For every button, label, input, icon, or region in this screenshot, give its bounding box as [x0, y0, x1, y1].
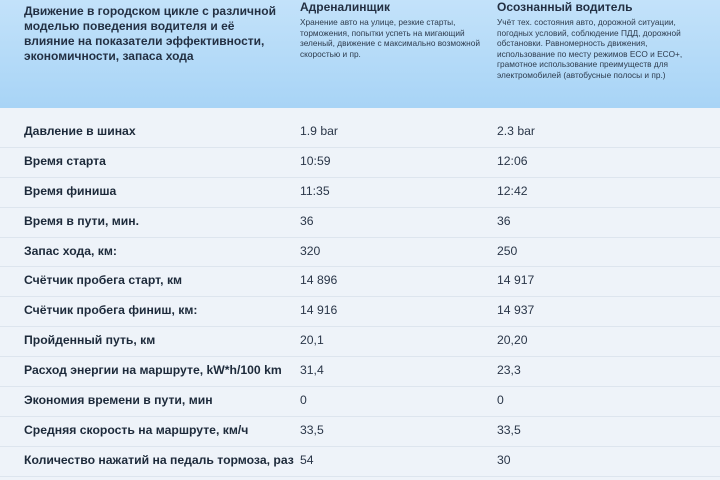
value-conscious: 23,3	[497, 363, 521, 378]
table-row	[0, 208, 720, 238]
row-label: Счётчик пробега старт, км	[24, 273, 183, 288]
value-conscious: 250	[497, 243, 518, 258]
column-description: Хранение авто на улице, резкие старты, торможения, попытки успеть на мигающий зеленый, движение с максимально возможной скоростью и пр.	[300, 17, 480, 59]
table-header	[0, 0, 720, 108]
row-label: Пройденный путь, км	[24, 333, 156, 348]
table-row	[0, 297, 720, 327]
value-conscious: 33,5	[497, 422, 521, 437]
row-label: Время старта	[24, 153, 106, 168]
value-adrenaline: 11:35	[300, 183, 330, 198]
column-name: Осознанный водитель	[497, 0, 633, 14]
value-adrenaline: 10:59	[300, 153, 331, 168]
value-adrenaline: 33,5	[300, 422, 324, 437]
value-conscious: 14 937	[497, 303, 535, 318]
value-conscious: 14 917	[497, 273, 535, 288]
value-adrenaline: 54	[300, 452, 314, 467]
table-row	[0, 267, 720, 297]
value-adrenaline: 14 896	[300, 273, 338, 288]
row-label: Средняя скорость на маршруте, км/ч	[24, 422, 249, 437]
table-row	[0, 447, 720, 477]
value-adrenaline: 0	[300, 393, 307, 408]
value-adrenaline: 31,4	[300, 363, 324, 378]
table-row	[0, 387, 720, 417]
table-row	[0, 148, 720, 178]
value-conscious: 20,20	[497, 333, 528, 348]
row-label: Счётчик пробега финиш, км:	[24, 303, 198, 318]
value-adrenaline: 20,1	[300, 333, 324, 348]
row-label: Время финиша	[24, 183, 117, 198]
value-adrenaline: 36	[300, 213, 314, 228]
row-label: Запас хода, км:	[24, 243, 117, 258]
row-label: Экономия времени в пути, мин	[24, 393, 213, 408]
table-row	[0, 417, 720, 447]
value-conscious: 0	[497, 393, 504, 408]
row-label: Давление в шинах	[24, 124, 136, 138]
table-row	[0, 327, 720, 357]
row-label: Расход энергии на маршруте, kW*h/100 km	[24, 363, 282, 378]
value-conscious: 12:42	[497, 183, 528, 198]
table-row	[0, 178, 720, 208]
column-name: Адреналинщик	[300, 0, 390, 14]
value-conscious: 36	[497, 213, 511, 228]
row-label: Время в пути, мин.	[24, 213, 140, 228]
value-adrenaline: 14 916	[300, 303, 338, 318]
value-conscious: 12:06	[497, 153, 528, 168]
table-body	[0, 118, 720, 477]
row-label: Количество нажатий на педаль тормоза, раз	[24, 452, 294, 467]
table-row	[0, 357, 720, 387]
value-adrenaline: 1.9 bar	[300, 124, 338, 138]
value-conscious: 2.3 bar	[497, 124, 535, 138]
value-adrenaline: 320	[300, 243, 321, 258]
column-description: Учёт тех. состояния авто, дорожной ситуации, погодных условий, соблюдение ПДД, дорожной обстановки. Равномерность движения, использование по месту режимов ECO и ECO+, грамотное использование преимуществ для электромобилей (автобусные полосы и пр.)	[497, 17, 683, 80]
table-row	[0, 238, 720, 268]
column-header-adrenaline	[300, 0, 485, 59]
table-title: Движение в городском цикле с различной моделью поведения водителя и её влияние на показатели эффективности, экономичности, запаса хода	[24, 4, 276, 63]
value-conscious: 30	[497, 452, 511, 467]
table-row	[0, 118, 720, 148]
column-header-conscious	[497, 0, 707, 81]
